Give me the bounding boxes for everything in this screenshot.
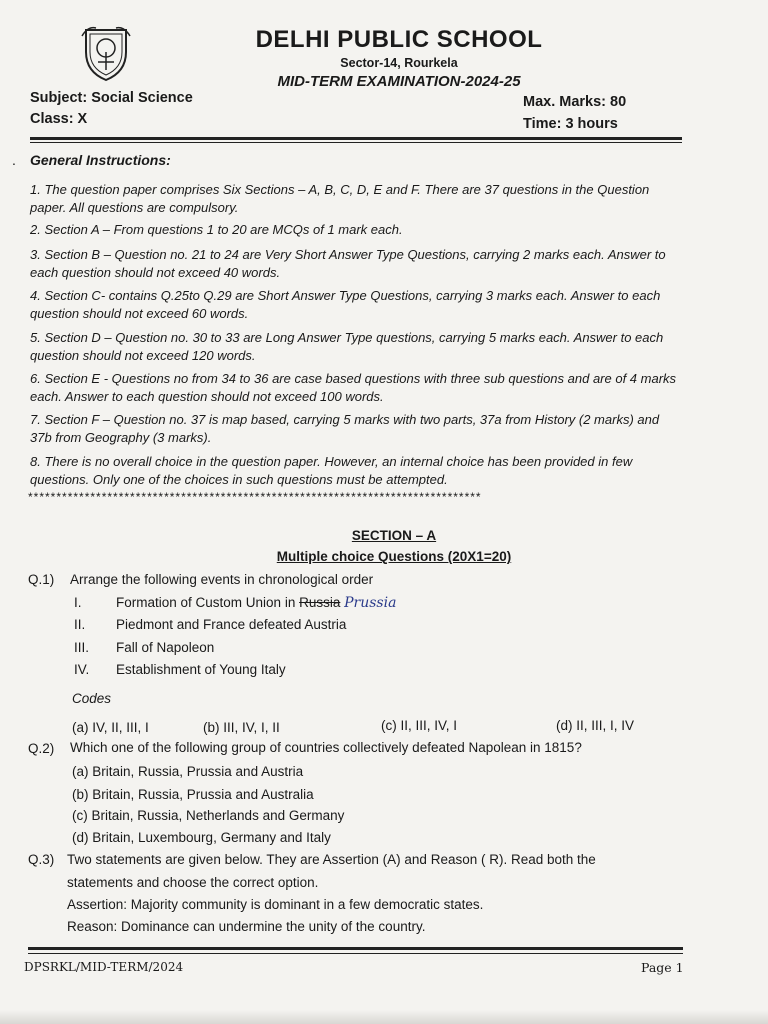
instruction-item: 6. Section E - Questions no from 34 to 36 are case based questions with three sub questions and are of 4 marks each. Answer to each question should not exceed 100 words. — [30, 371, 677, 404]
roman-numeral: I. — [74, 595, 82, 610]
reason-text: Reason: Dominance can undermine the unity of the country. — [67, 919, 426, 934]
roman-numeral: III. — [74, 640, 90, 655]
page-number: Page 1 — [641, 960, 684, 975]
option-a: (a) IV, II, III, I — [72, 720, 149, 735]
question-number: Q.2) — [28, 741, 55, 756]
instruction-item: 8. There is no overall choice in the question paper. However, an internal choice has been provided in few questions. Only one of the choices in such questions must be attempted. — [30, 454, 633, 487]
section-a-subtitle: Multiple choice Questions (20X1=20) — [276, 549, 512, 564]
section-a-title: SECTION – A — [351, 528, 437, 543]
option-b: (b) Britain, Russia, Prussia and Australia — [72, 787, 314, 802]
max-marks-label: Max. Marks: 80 — [523, 94, 627, 110]
event-item: Establishment of Young Italy — [116, 662, 286, 677]
subject-label: Subject: Social Science — [30, 90, 193, 106]
header-divider-thin — [30, 142, 682, 143]
footer-divider-thin — [28, 953, 683, 954]
question-text: Arrange the following events in chronological order — [70, 572, 374, 587]
instruction-item: 1. The question paper comprises Six Sections – A, B, C, D, E and F. There are 37 questions in the Question paper. All questions are compulsory. — [30, 182, 650, 215]
instruction-item: 3. Section B – Question no. 21 to 24 are Very Short Answer Type Questions, carrying 2 marks each. Answer to each question should not exceed 40 words. — [30, 247, 666, 280]
assertion-text: Assertion: Majority community is dominant in a few democratic states. — [67, 897, 484, 912]
question-text: Which one of the following group of countries collectively defeated Napolean in 1815? — [70, 740, 582, 755]
school-name: DELHI PUBLIC SCHOOL — [255, 26, 543, 53]
time-label: Time: 3 hours — [523, 116, 618, 132]
general-instructions-title: General Instructions: — [30, 152, 171, 168]
exam-title: MID-TERM EXAMINATION-2024-25 — [277, 73, 521, 90]
option-d: (d) Britain, Luxembourg, Germany and Italy — [72, 830, 331, 845]
school-address: Sector-14, Rourkela — [340, 56, 458, 70]
class-label: Class: X — [30, 111, 88, 127]
event-item: Fall of Napoleon — [116, 640, 215, 655]
page-edge-shadow — [0, 1010, 768, 1024]
event-item: Piedmont and France defeated Austria — [116, 617, 347, 632]
question-number: Q.1) — [28, 572, 55, 587]
instruction-item: 4. Section C- contains Q.25to Q.29 are Short Answer Type Questions, carrying 3 marks each. Answer to each question should not exceed 60 words. — [30, 288, 661, 321]
handwritten-correction: Prussia — [344, 595, 397, 611]
question-number: Q.3) — [28, 852, 55, 867]
instruction-item: 5. Section D – Question no. 30 to 33 are Long Answer Type questions, carrying 5 marks each. Answer to each question should not exceed 120 words. — [30, 330, 664, 363]
header-divider — [30, 137, 682, 140]
event-text: Formation of Custom Union in — [116, 595, 300, 610]
star-separator: ******************************************************************************** — [28, 490, 482, 504]
bullet-mark: . — [12, 152, 16, 168]
option-b: (b) III, IV, I, II — [203, 720, 280, 735]
option-a: (a) Britain, Russia, Prussia and Austria — [72, 764, 304, 779]
roman-numeral: II. — [74, 617, 86, 632]
option-c: (c) Britain, Russia, Netherlands and Germany — [72, 808, 345, 823]
codes-label: Codes — [72, 691, 112, 706]
option-d: (d) II, III, I, IV — [556, 718, 635, 733]
option-c: (c) II, III, IV, I — [381, 718, 458, 733]
question-text: statements and choose the correct option. — [67, 875, 319, 890]
event-item — [116, 595, 396, 611]
instruction-item: 7. Section F – Question no. 37 is map based, carrying 5 marks with two parts, 37a from History (2 marks) and 37b from Geography (3 marks). — [30, 412, 660, 445]
footer-divider — [28, 947, 683, 950]
question-text: Two statements are given below. They are Assertion (A) and Reason ( R). Read both the — [67, 852, 596, 867]
footer-code: DPSRKL/MID-TERM/2024 — [24, 960, 184, 974]
instruction-item: 2. Section A – From questions 1 to 20 are MCQs of 1 mark each. — [30, 222, 403, 237]
struck-word: Russia — [299, 595, 341, 610]
roman-numeral: IV. — [74, 662, 90, 677]
